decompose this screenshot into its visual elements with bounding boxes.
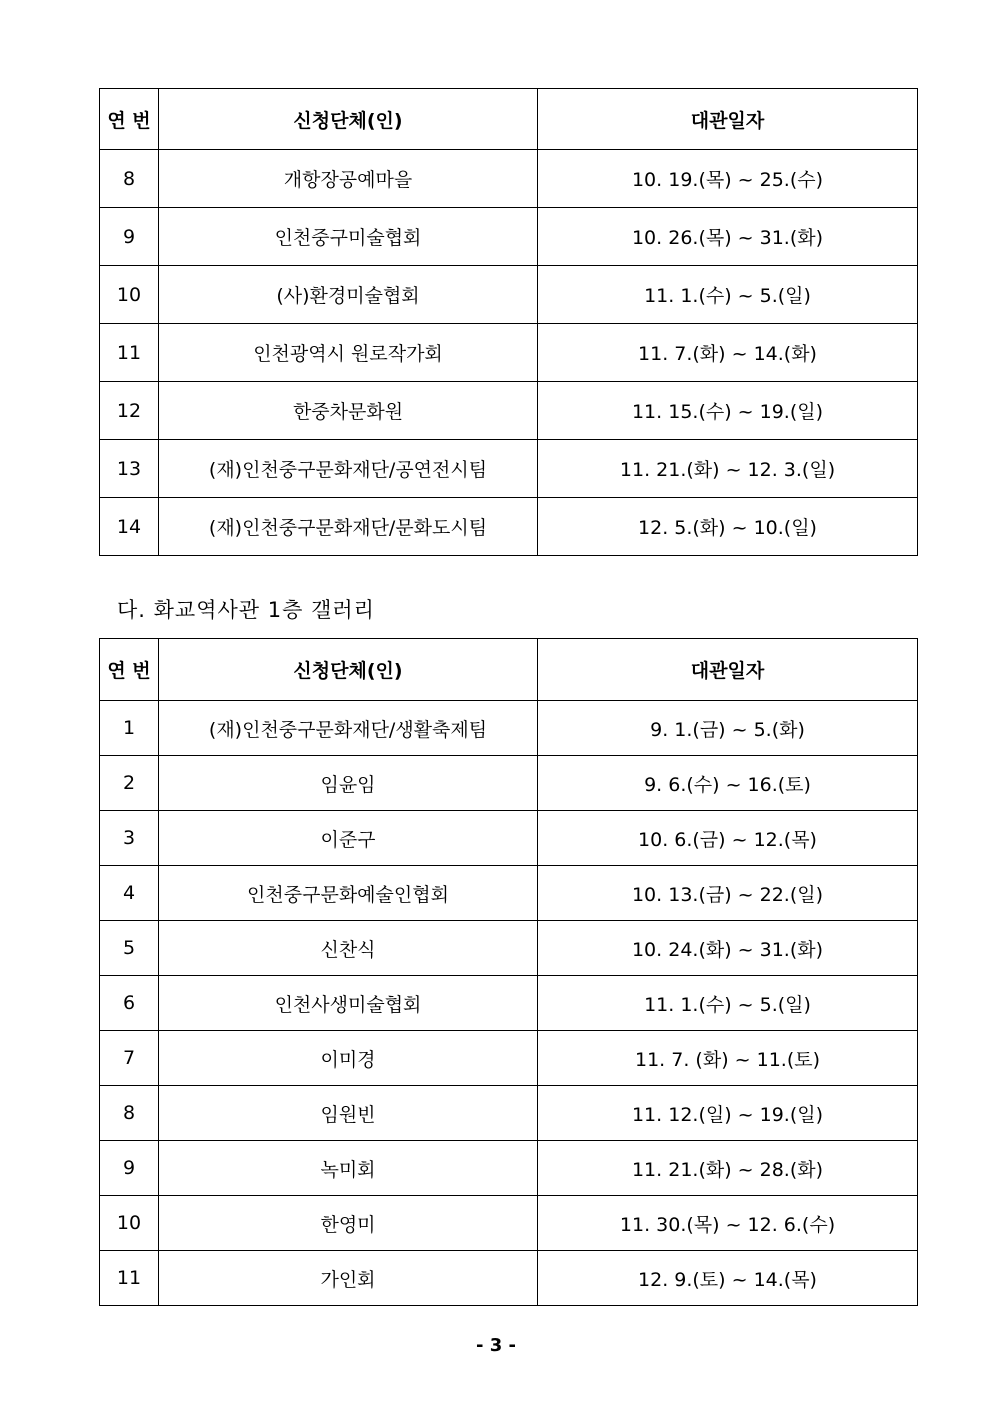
cell-rental-date: 11. 12.(일) ~ 19.(일) — [538, 1086, 918, 1141]
cell-number: 10 — [100, 1196, 159, 1251]
cell-applicant: 가인회 — [159, 1251, 538, 1306]
table-row — [100, 701, 918, 756]
rental-table-1 — [99, 88, 918, 556]
table-row — [100, 440, 918, 498]
cell-applicant: 인천사생미술협회 — [159, 976, 538, 1031]
cell-number: 2 — [100, 756, 159, 811]
cell-applicant: 인천중구미술협회 — [159, 208, 538, 266]
cell-applicant: (재)인천중구문화재단/문화도시팀 — [159, 498, 538, 556]
cell-rental-date: 9. 6.(수) ~ 16.(토) — [538, 756, 918, 811]
cell-rental-date: 10. 13.(금) ~ 22.(일) — [538, 866, 918, 921]
cell-applicant: 임원빈 — [159, 1086, 538, 1141]
cell-number: 4 — [100, 866, 159, 921]
cell-rental-date: 10. 19.(목) ~ 25.(수) — [538, 150, 918, 208]
cell-applicant: 한중차문화원 — [159, 382, 538, 440]
cell-applicant: (재)인천중구문화재단/생활축제팀 — [159, 701, 538, 756]
cell-applicant: 인천광역시 원로작가회 — [159, 324, 538, 382]
cell-number: 11 — [100, 324, 159, 382]
cell-number: 9 — [100, 1141, 159, 1196]
table-row — [100, 756, 918, 811]
cell-rental-date: 11. 1.(수) ~ 5.(일) — [538, 266, 918, 324]
cell-rental-date: 11. 21.(화) ~ 12. 3.(일) — [538, 440, 918, 498]
cell-rental-date: 12. 9.(토) ~ 14.(목) — [538, 1251, 918, 1306]
header-rental-date: 대관일자 — [538, 89, 918, 150]
cell-applicant: 임윤임 — [159, 756, 538, 811]
page-number: - 3 - — [476, 1335, 516, 1356]
cell-rental-date: 11. 7.(화) ~ 14.(화) — [538, 324, 918, 382]
cell-rental-date: 10. 6.(금) ~ 12.(목) — [538, 811, 918, 866]
section-heading: 다. 화교역사관 1층 갤러리 — [117, 598, 375, 622]
cell-number: 13 — [100, 440, 159, 498]
table-row — [100, 1251, 918, 1306]
cell-number: 14 — [100, 498, 159, 556]
cell-applicant: 녹미회 — [159, 1141, 538, 1196]
cell-number: 3 — [100, 811, 159, 866]
cell-number: 8 — [100, 1086, 159, 1141]
table-header-row — [100, 89, 918, 150]
table-row — [100, 1031, 918, 1086]
table-row — [100, 866, 918, 921]
header-applicant: 신청단체(인) — [159, 89, 538, 150]
rental-table-2 — [99, 638, 918, 1306]
table-row — [100, 976, 918, 1031]
cell-number: 12 — [100, 382, 159, 440]
cell-applicant: 개항장공예마을 — [159, 150, 538, 208]
cell-number: 8 — [100, 150, 159, 208]
cell-rental-date: 11. 1.(수) ~ 5.(일) — [538, 976, 918, 1031]
cell-number: 9 — [100, 208, 159, 266]
cell-rental-date: 12. 5.(화) ~ 10.(일) — [538, 498, 918, 556]
cell-applicant: 한영미 — [159, 1196, 538, 1251]
cell-rental-date: 11. 21.(화) ~ 28.(화) — [538, 1141, 918, 1196]
cell-number: 7 — [100, 1031, 159, 1086]
table-row — [100, 382, 918, 440]
cell-applicant: 인천중구문화예술인협회 — [159, 866, 538, 921]
table-row — [100, 811, 918, 866]
cell-number: 10 — [100, 266, 159, 324]
table-header-row — [100, 639, 918, 701]
table-row — [100, 1086, 918, 1141]
cell-rental-date: 11. 15.(수) ~ 19.(일) — [538, 382, 918, 440]
cell-rental-date: 11. 7. (화) ~ 11.(토) — [538, 1031, 918, 1086]
cell-number: 11 — [100, 1251, 159, 1306]
header-number: 연 번 — [100, 639, 159, 701]
header-number: 연 번 — [100, 89, 159, 150]
table-row — [100, 498, 918, 556]
table-row — [100, 921, 918, 976]
cell-applicant: (사)환경미술협회 — [159, 266, 538, 324]
cell-applicant: (재)인천중구문화재단/공연전시팀 — [159, 440, 538, 498]
cell-rental-date: 9. 1.(금) ~ 5.(화) — [538, 701, 918, 756]
header-rental-date: 대관일자 — [538, 639, 918, 701]
cell-rental-date: 11. 30.(목) ~ 12. 6.(수) — [538, 1196, 918, 1251]
cell-applicant: 이준구 — [159, 811, 538, 866]
table-row — [100, 208, 918, 266]
cell-applicant: 신찬식 — [159, 921, 538, 976]
table-row — [100, 150, 918, 208]
cell-applicant: 이미경 — [159, 1031, 538, 1086]
cell-number: 6 — [100, 976, 159, 1031]
cell-number: 1 — [100, 701, 159, 756]
table-row — [100, 266, 918, 324]
table-row — [100, 1196, 918, 1251]
table-row — [100, 1141, 918, 1196]
header-applicant: 신청단체(인) — [159, 639, 538, 701]
cell-number: 5 — [100, 921, 159, 976]
table-row — [100, 324, 918, 382]
cell-rental-date: 10. 26.(목) ~ 31.(화) — [538, 208, 918, 266]
cell-rental-date: 10. 24.(화) ~ 31.(화) — [538, 921, 918, 976]
